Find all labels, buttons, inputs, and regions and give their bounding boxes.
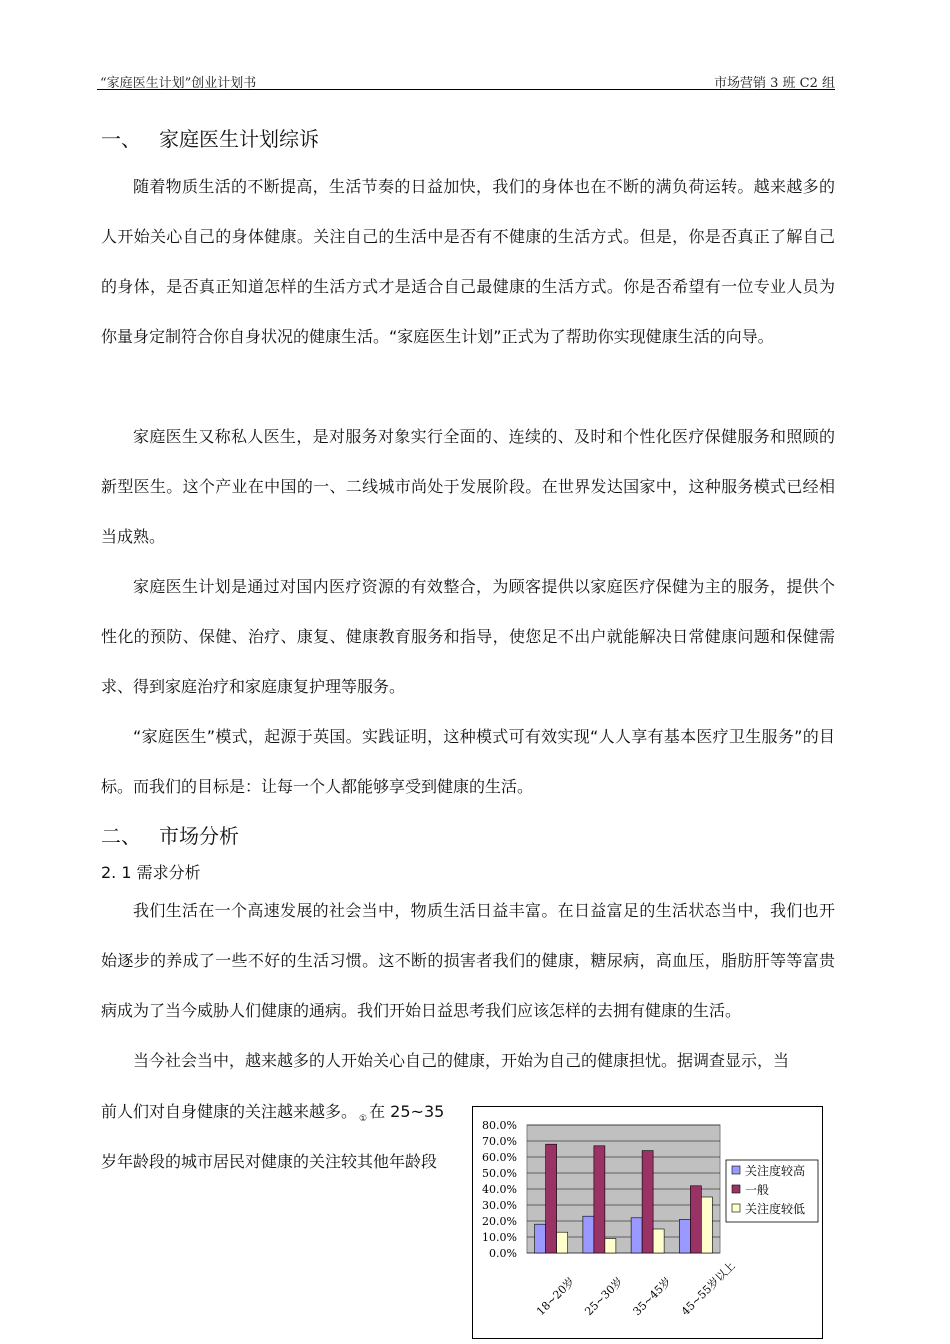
section-2-paragraph-1: 我们生活在一个高速发展的社会当中，物质生活日益丰富。在日益富足的生活状态当中，我们也开始逐步的养成了一些不好的生活习惯。这不断的损害者我们的健康，糖尿病，高血压，脂肪肝等等富贵病成为了当今威胁人们健康的通病。我们开始日益思考我们应该怎样的去拥有健康的生活。 [101,901,835,1020]
line-3-tail: 在 25~35 [369,1102,445,1121]
bar [642,1151,653,1253]
header-group: 市场营销 3 班 C2 组 [713,76,835,91]
section-1-title: 家庭医生计划综诉 [159,127,319,151]
legend-label: 关注度较低 [745,1202,806,1216]
y-tick-label: 70.0% [482,1135,517,1148]
bar [653,1229,664,1253]
section-2-line-3 [101,1099,444,1124]
legend-swatch [732,1185,740,1193]
survey-bar-chart [472,1106,824,1340]
y-tick-label: 20.0% [482,1215,517,1228]
section-2-heading [101,820,239,849]
bar [605,1239,616,1253]
section-2-number: 二、 [101,824,141,848]
y-tick-label: 40.0% [482,1183,517,1196]
section-2-paragraph-2: 当今社会当中，越来越多的人开始关心自己的健康，开始为自己的健康担忧。据调查显示，当 [133,1051,790,1070]
section-1-heading [101,123,319,152]
y-tick-label: 0.0% [489,1247,517,1260]
legend-swatch [732,1204,740,1212]
bar [583,1216,594,1253]
x-tick-label: 18~20岁 [534,1274,578,1319]
footnote-marker: ① [359,1114,368,1124]
bar [557,1232,568,1253]
subsection-heading: 2. 1 需求分析 [101,863,201,882]
section-1-number: 一、 [101,127,141,151]
x-tick-label: 25~30岁 [582,1274,626,1319]
y-tick-label: 80.0% [482,1119,517,1132]
section-2-title: 市场分析 [159,824,239,848]
y-tick-label: 60.0% [482,1151,517,1164]
bar [701,1197,712,1253]
legend-swatch [732,1166,740,1174]
y-tick-label: 30.0% [482,1199,517,1212]
legend-label: 一般 [745,1183,770,1197]
header-title: “家庭医生计划”创业计划书 [100,76,257,91]
section-1-paragraph-1: 随着物质生活的不断提高，生活节奏的日益加快，我们的身体也在不断的满负荷运转。越来越多的人开始关心自己的身体健康。关注自己的生活中是否有不健康的生活方式。但是，你是否真正了解自己的身体，是否真正知道怎样的生活方式才是适合自己最健康的生活方式。你是否希望有一位专业人员为你量身定制符合你自身状况的健康生活。“家庭医生计划”正式为了帮助你实现健康生活的向导。 [101,177,835,346]
bar [631,1218,642,1253]
line-3-text: 前人们对自身健康的关注越来越多。 [101,1102,358,1121]
bar [594,1146,605,1253]
section-1-paragraph-4: “家庭医生”模式，起源于英国。实践证明，这种模式可有效实现“人人享有基本医疗卫生服务”的目标。而我们的目标是：让每一个人都能够享受到健康的生活。 [101,727,835,796]
header-rule [97,89,835,90]
section-1-paragraph-3: 家庭医生计划是通过对国内医疗资源的有效整合，为顾客提供以家庭医疗保健为主的服务，提供个性化的预防、保健、治疗、康复、健康教育服务和指导，使您足不出户就能解决日常健康问题和保健需求、得到家庭治疗和家庭康复护理等服务。 [101,577,835,696]
x-tick-label: 45~55岁以上 [678,1259,738,1319]
bar [535,1224,546,1253]
y-tick-label: 50.0% [482,1167,517,1180]
x-tick-label: 35~45岁 [630,1274,674,1319]
section-2-line-4: 岁年龄段的城市居民对健康的关注较其他年龄段 [101,1152,438,1171]
legend-label: 关注度较高 [745,1164,806,1178]
section-1-paragraph-2: 家庭医生又称私人医生，是对服务对象实行全面的、连续的、及时和个性化医疗保健服务和照顾的新型医生。这个产业在中国的一、二线城市尚处于发展阶段。在世界发达国家中，这种服务模式已经相当成熟。 [101,427,835,546]
bar [546,1144,557,1253]
bar [690,1186,701,1253]
bar [679,1219,690,1253]
y-tick-label: 10.0% [482,1231,517,1244]
